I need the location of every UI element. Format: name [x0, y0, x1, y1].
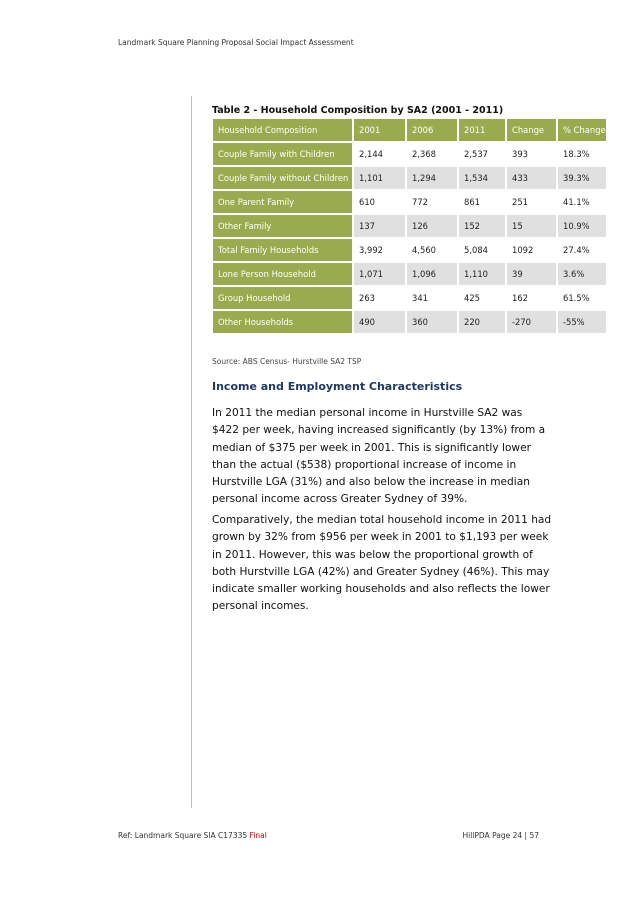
- table-cell: 251: [507, 191, 556, 213]
- table-cell: 2,537: [459, 143, 505, 165]
- table-cell: 1,294: [407, 167, 457, 189]
- section-heading: Income and Employment Characteristics: [212, 380, 463, 393]
- table-cell: 41.1%: [558, 191, 606, 213]
- column-header: % Change: [558, 119, 606, 141]
- table-cell: 772: [407, 191, 457, 213]
- table-cell: 10.9%: [558, 215, 606, 237]
- table-cell: 341: [407, 287, 457, 309]
- table-caption: Table 2 - Household Composition by SA2 (2001 - 2011): [212, 105, 504, 116]
- table-cell: 2,144: [354, 143, 405, 165]
- table-cell: 4,560: [407, 239, 457, 261]
- table-cell: 18.3%: [558, 143, 606, 165]
- table-cell: 61.5%: [558, 287, 606, 309]
- table-cell: 220: [459, 311, 505, 333]
- column-header: Household Composition: [213, 119, 352, 141]
- row-label: Group Household: [213, 287, 352, 309]
- table-cell: 1,071: [354, 263, 405, 285]
- table-row: [213, 215, 606, 237]
- table-cell: 1,110: [459, 263, 505, 285]
- column-header: 2011: [459, 119, 505, 141]
- table-cell: 610: [354, 191, 405, 213]
- document-header: Landmark Square Planning Proposal Social Impact Assessment: [118, 38, 354, 47]
- table-cell: 393: [507, 143, 556, 165]
- column-header: Change: [507, 119, 556, 141]
- table-cell: 5,084: [459, 239, 505, 261]
- footer-ref-text: Ref: Landmark Square SIA C17335: [118, 831, 248, 840]
- row-label: Couple Family without Children: [213, 167, 352, 189]
- table-cell: 360: [407, 311, 457, 333]
- table-cell: 1,534: [459, 167, 505, 189]
- row-label: Total Family Households: [213, 239, 352, 261]
- table-cell: 39: [507, 263, 556, 285]
- table-row: [213, 239, 606, 261]
- table-cell: -55%: [558, 311, 606, 333]
- table-cell: 2,368: [407, 143, 457, 165]
- row-label: Couple Family with Children: [213, 143, 352, 165]
- table-row: [213, 191, 606, 213]
- table-cell: 263: [354, 287, 405, 309]
- table-cell: 162: [507, 287, 556, 309]
- table-cell: 39.3%: [558, 167, 606, 189]
- footer-reference: [118, 831, 267, 840]
- table-row: [213, 311, 606, 333]
- table-cell: 27.4%: [558, 239, 606, 261]
- table-cell: 861: [459, 191, 505, 213]
- row-label: One Parent Family: [213, 191, 352, 213]
- row-label: Other Households: [213, 311, 352, 333]
- table-cell: -270: [507, 311, 556, 333]
- row-label: Lone Person Household: [213, 263, 352, 285]
- margin-rule: [191, 96, 192, 808]
- table-cell: 1,101: [354, 167, 405, 189]
- table-cell: 425: [459, 287, 505, 309]
- table-cell: 433: [507, 167, 556, 189]
- table-cell: 490: [354, 311, 405, 333]
- table-row: [213, 143, 606, 165]
- table-row: [213, 263, 606, 285]
- household-composition-table: [211, 117, 608, 335]
- row-label: Other Family: [213, 215, 352, 237]
- table-cell: 1092: [507, 239, 556, 261]
- table-cell: 15: [507, 215, 556, 237]
- column-header: 2006: [407, 119, 457, 141]
- table-row: [213, 167, 606, 189]
- table-cell: 137: [354, 215, 405, 237]
- footer-page-number: HillPDA Page 24 | 57: [462, 831, 539, 840]
- table-header-row: [213, 119, 606, 141]
- table-cell: 1,096: [407, 263, 457, 285]
- table-row: [213, 287, 606, 309]
- table-cell: 3,992: [354, 239, 405, 261]
- table-source-note: Source: ABS Census- Hurstville SA2 TSP: [212, 357, 362, 366]
- table-cell: 152: [459, 215, 505, 237]
- body-paragraph: In 2011 the median personal income in Hurstville SA2 was $422 per week, having increased significantly (by 13%) from a median of $375 per week in 2001. This is significantly lower than the actual ($538) proportional increase of income in Hurstville LGA (31%) and also below the increase in median personal income across Greater Sydney of 39%.: [212, 407, 546, 506]
- footer-status: Final: [249, 831, 267, 840]
- column-header: 2001: [354, 119, 405, 141]
- table-cell: 3.6%: [558, 263, 606, 285]
- body-paragraph: Comparatively, the median total household income in 2011 had grown by 32% from $956 per week in 2001 to $1,193 per week in 2011. However, this was below the proportional growth of both Hurstville LGA (42%) and Greater Sydney (46%). This may indicate smaller working households and also reflects the lower personal incomes.: [212, 514, 552, 613]
- table-cell: 126: [407, 215, 457, 237]
